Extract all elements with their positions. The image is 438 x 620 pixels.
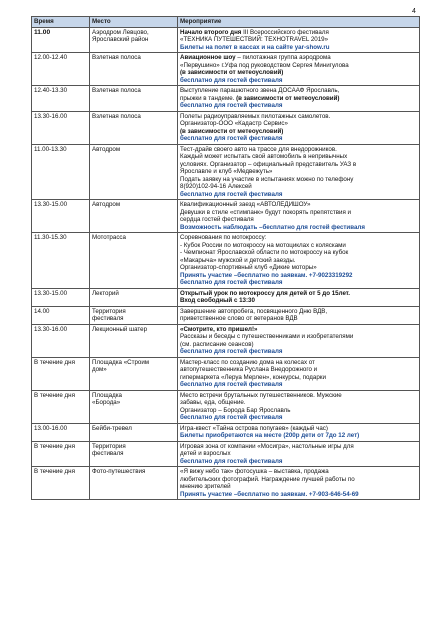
place-line: Фото-путешествия: [92, 468, 146, 475]
event-line: [180, 168, 417, 176]
table-row: [32, 423, 420, 441]
event-text: (см. расписание сеансов): [180, 340, 254, 348]
event-line: [180, 249, 417, 257]
place-line: Взлетная полоса: [92, 87, 141, 94]
event-text: гипермаркета «Леруа Мерлен», конкурсы, подарки: [180, 373, 326, 381]
bold-text: Начало второго дня: [180, 28, 242, 36]
ticket-note: Принять участие –бесплатно по заявкам. +7-903-646-54-69: [180, 490, 359, 498]
event-line: [180, 491, 417, 499]
event-line: [180, 36, 417, 44]
event-line: [180, 209, 417, 217]
event-text: III Всероссийского фестиваля: [241, 28, 329, 36]
table-row: [32, 27, 420, 53]
event-cell: [178, 53, 420, 86]
table-row: [32, 324, 420, 357]
place-cell: [90, 467, 178, 500]
event-text: Игра-квест «Тайна острова попугаев» (каждый час): [180, 424, 328, 432]
place-cell: [90, 86, 178, 112]
event-line: [180, 120, 417, 128]
place-cell: [90, 324, 178, 357]
place-line: Автодром: [92, 145, 121, 153]
event-text: Выступление парашютного звена ДОСААФ Ярославль,: [180, 87, 340, 94]
table-row: [32, 86, 420, 112]
event-text: Место встречи брутальных путешественников. Мужские: [180, 391, 342, 399]
event-line: [180, 341, 417, 349]
ticket-note: бесплатно для гостей фестиваля: [180, 348, 283, 355]
event-line: [180, 216, 417, 224]
event-cell: [178, 423, 420, 441]
event-line: [180, 161, 417, 169]
bold-text: «Смотрите, кто пришел!»: [180, 325, 258, 333]
ticket-note: бесплатно для гостей фестиваля: [180, 457, 283, 465]
event-cell: [178, 357, 420, 390]
event-line: [180, 77, 417, 85]
event-line: [180, 290, 417, 298]
event-text: Рассказы и беседы с путешественниками и изобретателями: [180, 333, 354, 340]
event-text: Квалификационный заезд «АВТОЛЕДИШОУ»: [180, 201, 311, 208]
time-cell: 13.00-16.00: [32, 423, 90, 441]
table-row: [32, 144, 420, 200]
event-text: Соревнования по мотокроссу:: [180, 234, 267, 241]
place-line: Взлетная полоса: [92, 112, 141, 120]
event-line: [180, 69, 417, 77]
event-text: забавы, еда, общение.: [180, 399, 246, 406]
event-text: Подать заявку на участие в испытаниях можно по телефону: [180, 175, 354, 183]
time-cell: В течение дня: [32, 467, 90, 500]
place-line: Аэродром Левцово,: [92, 28, 149, 36]
place-line: дом»: [92, 366, 107, 373]
event-cell: [178, 306, 420, 324]
event-text: условиях. Организатор – официальный представитель УАЗ в: [180, 160, 357, 168]
place-line: фестиваля: [92, 450, 124, 457]
event-cell: [178, 200, 420, 233]
place-line: Территория: [92, 442, 126, 450]
table-row: [32, 111, 420, 144]
event-line: [180, 54, 417, 62]
event-line: [180, 62, 417, 70]
time-cell: 13.30-16.00: [32, 324, 90, 357]
event-cell: [178, 233, 420, 289]
place-line: «Борода»: [92, 399, 121, 406]
table-row: [32, 467, 420, 500]
place-line: Площадка: [92, 391, 122, 399]
event-cell: [178, 441, 420, 467]
place-line: Лекторий: [92, 289, 119, 297]
event-line: [180, 399, 417, 407]
event-line: [180, 359, 417, 367]
event-text: автопутешественника Руслана Внедорожного и: [180, 366, 318, 373]
header-event: Мероприятие: [178, 17, 420, 28]
event-line: [180, 381, 417, 389]
event-text: прыжки в тандеме.: [180, 94, 237, 102]
event-text: «ТЕХНИКА ПУТЕШЕСТВИЙ: TEXHOTRAVEL 2019»: [180, 36, 329, 43]
ticket-note: бесплатно для гостей фестиваля: [180, 414, 283, 421]
place-line: Территория: [92, 307, 126, 315]
time-cell: 14.00: [32, 306, 90, 324]
place-line: Площадка «Строим: [92, 358, 150, 366]
event-line: [180, 392, 417, 400]
event-cell: [178, 111, 420, 144]
event-line: [180, 458, 417, 466]
event-line: [180, 153, 417, 161]
time-cell: В течение дня: [32, 390, 90, 423]
place-cell: [90, 27, 178, 53]
event-cell: [178, 467, 420, 500]
event-text: Организатор-ООО «Кадастр Сервис»: [180, 120, 288, 127]
place-cell: [90, 423, 178, 441]
place-cell: [90, 306, 178, 324]
event-line: [180, 425, 417, 433]
place-line: Автодром: [92, 201, 121, 208]
place-line: Мототрасса: [92, 234, 126, 241]
ticket-note: бесплатно для гостей фестиваля: [180, 76, 283, 84]
event-text: Организатор-спортивный клуб «Дикие моторы»: [180, 264, 317, 271]
event-line: [180, 95, 417, 103]
event-line: [180, 279, 417, 287]
event-line: [180, 450, 417, 458]
time-cell: 13.30-15.00: [32, 288, 90, 306]
place-cell: [90, 111, 178, 144]
event-line: [180, 366, 417, 374]
place-cell: [90, 288, 178, 306]
event-line: [180, 315, 417, 323]
event-text: Полеты радиоуправляемых пилотажных самолетов.: [180, 112, 331, 120]
event-text: 8(920)102-94-16 Алексей: [180, 183, 252, 190]
table-header-row: [32, 17, 420, 28]
bold-text: (в зависимости от метеоусловий): [180, 69, 284, 76]
event-line: [180, 146, 417, 154]
table-row: [32, 233, 420, 289]
place-line: Ярославский район: [92, 36, 149, 43]
event-text: Организатор – Борода Бар Ярославль: [180, 406, 291, 414]
place-line: Взлетная полоса: [92, 54, 141, 61]
event-line: [180, 224, 417, 232]
ticket-note: бесплатно для гостей фестиваля: [180, 190, 283, 198]
time-cell: В течение дня: [32, 441, 90, 467]
event-line: [180, 102, 417, 110]
event-line: [180, 128, 417, 136]
event-line: [180, 257, 417, 265]
event-text: Завершение автопробега, посвященного Дню ВДВ,: [180, 307, 328, 315]
bold-text: Авиационное шоу: [180, 54, 236, 61]
header-place: Место: [90, 17, 178, 28]
event-line: [180, 44, 417, 52]
event-line: [180, 483, 417, 491]
event-text: мнению зрителей: [180, 483, 231, 490]
event-text: Тест-драйв своего авто на трассе для внедорожников.: [180, 145, 337, 153]
table-row: [32, 306, 420, 324]
time-cell: 11.30-15.30: [32, 233, 90, 289]
event-line: [180, 443, 417, 451]
event-line: [180, 264, 417, 272]
event-text: Игровая зона от компании «Мосигра», настольные игры для: [180, 442, 354, 450]
place-line: фестиваля: [92, 315, 124, 322]
event-text: «Макарыча» мужской и детский заезды.: [180, 256, 296, 264]
event-text: любительских фотографий. Награждение лучшей работы по: [180, 475, 355, 483]
event-line: [180, 87, 417, 95]
event-text: - Чемпионат Ярославской области по мотокроссу на кубок: [180, 249, 349, 256]
event-line: [180, 29, 417, 37]
event-text: - Кубок России по мотокроссу на мотоциклах с колясками: [180, 241, 346, 249]
time-cell: 13.30-16.00: [32, 111, 90, 144]
event-line: [180, 183, 417, 191]
event-line: [180, 176, 417, 184]
event-line: [180, 414, 417, 422]
header-time: Время: [32, 17, 90, 28]
event-line: [180, 348, 417, 356]
bold-text: Открытый урок по мотокроссу для детей от 5 до 15лет.: [180, 289, 351, 297]
event-text: Ярославле и клуб «Медвежуть»: [180, 168, 273, 175]
event-line: [180, 242, 417, 250]
time-cell: 11.00: [32, 27, 90, 53]
event-line: [180, 113, 417, 121]
event-line: [180, 234, 417, 242]
time-cell: 11.00-13.30: [32, 144, 90, 200]
event-cell: [178, 390, 420, 423]
time-cell: 12.40-13.30: [32, 86, 90, 112]
place-line: Бейби-тревел: [92, 424, 132, 432]
place-cell: [90, 441, 178, 467]
ticket-note: Билеты приобретаются на месте (200р дети от 7до 12 лет): [180, 432, 360, 439]
table-row: [32, 53, 420, 86]
place-cell: [90, 200, 178, 233]
bold-text: Вход свободный с 13:30: [180, 297, 255, 304]
event-text: – пилотажная группа аэродрома: [235, 54, 331, 61]
page-number: 4: [412, 8, 416, 15]
event-line: [180, 476, 417, 484]
event-cell: [178, 324, 420, 357]
table-row: [32, 390, 420, 423]
event-cell: [178, 86, 420, 112]
time-cell: 13.30-15.00: [32, 200, 90, 233]
place-cell: [90, 233, 178, 289]
ticket-note: бесплатно для гостей фестиваля: [180, 102, 283, 109]
festival-program-table: [31, 16, 420, 500]
event-line: [180, 326, 417, 334]
event-line: [180, 297, 417, 305]
event-line: [180, 468, 417, 476]
place-cell: [90, 53, 178, 86]
place-line: Лекционный шатер: [92, 325, 148, 333]
event-text: Мастер-класс по созданию дома на колесах от: [180, 358, 315, 366]
event-line: [180, 374, 417, 382]
ticket-note: бесплатно для гостей фестиваля: [180, 279, 283, 286]
event-text: приветственное слово от ветеранов ВДВ: [180, 315, 298, 322]
event-line: [180, 135, 417, 143]
event-text: сердца гостей фестиваля: [180, 216, 254, 223]
table-row: [32, 441, 420, 467]
time-cell: 12.00-12.40: [32, 53, 90, 86]
event-line: [180, 308, 417, 316]
ticket-note: Возможность наблюдать –бесплатно для гостей фестиваля: [180, 223, 365, 231]
event-cell: [178, 144, 420, 200]
event-text: «Первушино» г.Уфа под руководством Сергея Минигулова: [180, 61, 349, 69]
event-line: [180, 407, 417, 415]
time-cell: В течение дня: [32, 357, 90, 390]
place-cell: [90, 144, 178, 200]
event-text: «Я вижу небо так» фотосушка – выставка, продажа: [180, 468, 329, 475]
place-cell: [90, 357, 178, 390]
event-text: Каждый может испытать свой автомобиль в непривычных: [180, 153, 348, 160]
bold-text: (в зависимости от метеоусловий): [236, 94, 340, 102]
bold-text: (в зависимости от метеоусловий): [180, 127, 284, 135]
event-cell: [178, 27, 420, 53]
event-line: [180, 333, 417, 341]
ticket-note: бесплатно для гостей фестиваля: [180, 381, 283, 388]
table-row: [32, 288, 420, 306]
table-row: [32, 200, 420, 233]
ticket-note: Билеты на полет в кассах и на сайте yar-show.ru: [180, 43, 330, 51]
event-text: Девушки в стиле «стимпанк» будут покорять препятствия и: [180, 208, 351, 216]
place-cell: [90, 390, 178, 423]
event-text: детей и взрослых: [180, 450, 231, 457]
event-line: [180, 201, 417, 209]
table-row: [32, 357, 420, 390]
ticket-note: Принять участие –бесплатно по заявкам. +7-9023319292: [180, 271, 353, 279]
event-line: [180, 432, 417, 440]
event-cell: [178, 288, 420, 306]
event-line: [180, 272, 417, 280]
event-line: [180, 191, 417, 199]
ticket-note: бесплатно для гостей фестиваля: [180, 135, 283, 142]
